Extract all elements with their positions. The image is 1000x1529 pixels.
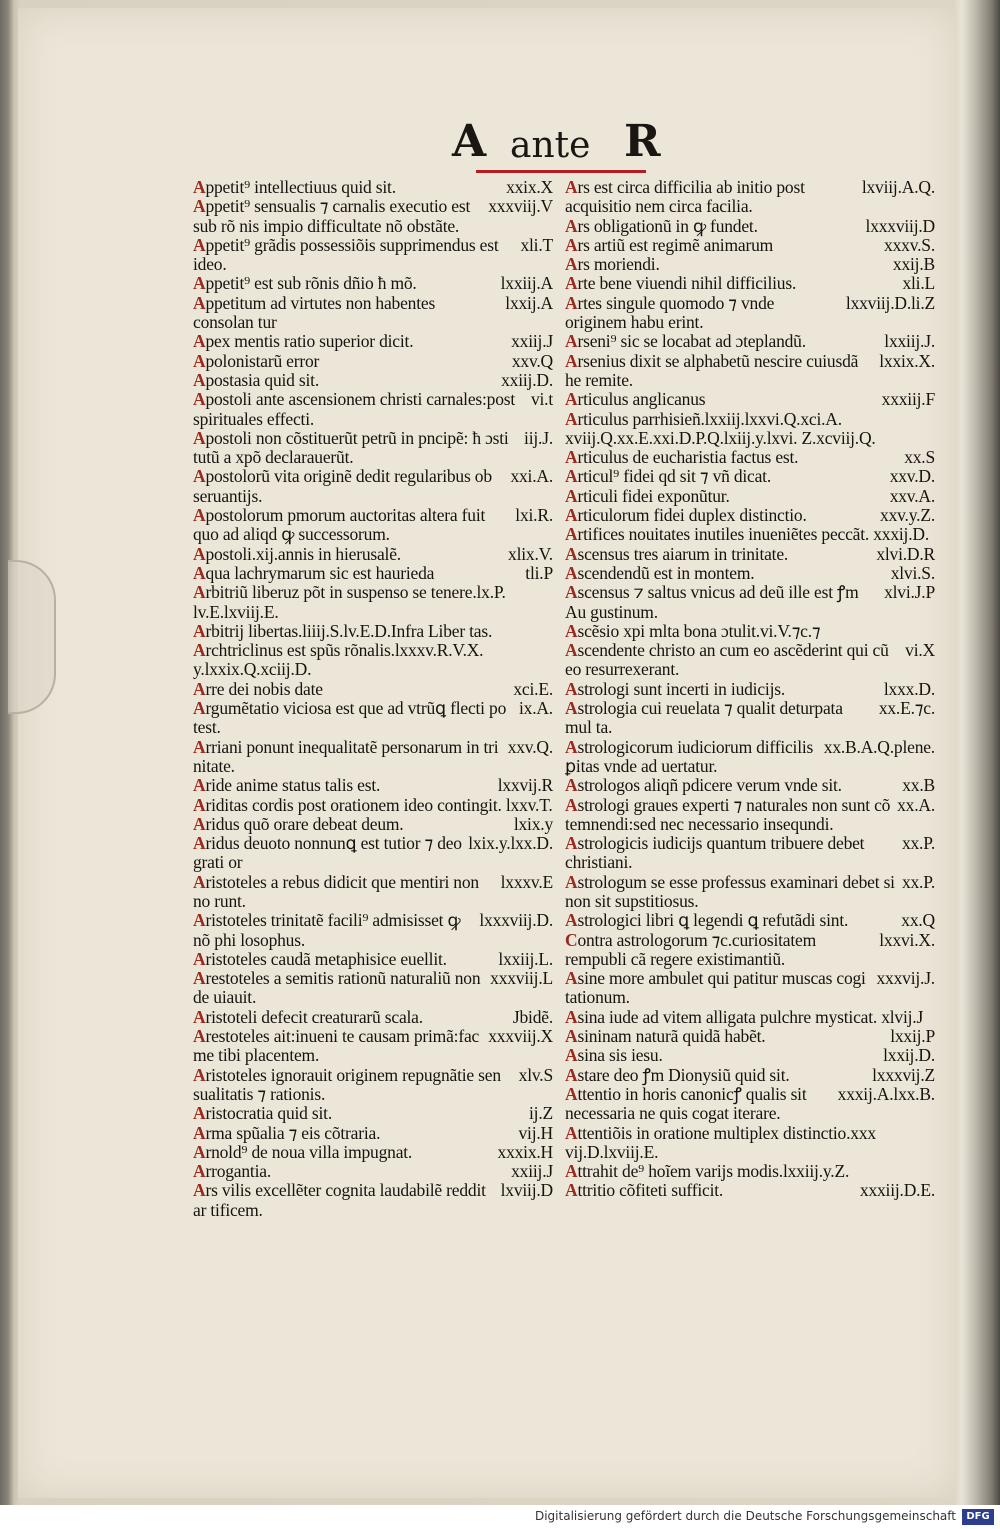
index-entry-reference: xxxviij.X (488, 1026, 553, 1047)
index-entry (193, 699, 553, 738)
index-entry (565, 1066, 935, 1085)
index-entry (193, 564, 553, 583)
index-entry-reference: lxxij.P (890, 1026, 935, 1047)
index-entry-reference: lxxvi.X. (879, 929, 935, 950)
index-entry-text: Apostoli non cõstituerũt petrũ in pncipẽ: ħ ɔsti tutũ a xpõ declarauerũt. (193, 427, 509, 468)
index-entry-reference: lxxx.D. (883, 678, 935, 699)
index-entry (565, 487, 935, 506)
index-entry (565, 410, 935, 449)
index-entry-reference: lxix.y (513, 813, 553, 834)
index-entry-text: Arre dei nobis date (193, 678, 323, 699)
index-entry-text: Ascensus ⁊ saltus vnicus ad deũ ille est ꝭm Au gustinum. (565, 582, 859, 622)
rubric-rule (476, 170, 646, 173)
index-entry (193, 1027, 553, 1066)
index-entry-reference: tli.P (525, 562, 553, 583)
index-entry-reference: xxiij.J (511, 1161, 553, 1182)
index-entry (193, 178, 553, 197)
index-entry-reference: xxxvij.J. (876, 968, 935, 989)
index-column-right (565, 178, 935, 1201)
index-entry-reference: xxxviij.L (490, 968, 553, 989)
index-entry-text: Asina sis iesu. (565, 1045, 663, 1066)
index-entry (193, 1143, 553, 1162)
index-entry-text: Ars vilis excellẽter cognita laudabilẽ reddit ar tificem. (193, 1180, 486, 1220)
dfg-logo: DFG (962, 1509, 994, 1525)
index-entry (565, 738, 935, 777)
index-entry-text: Aristoteles trinitatẽ facili⁹ admisisset ꝙ nõ phi losophus. (193, 910, 461, 950)
index-entry-reference: xxxv.S. (884, 234, 935, 255)
index-entry-reference: xxv.D. (889, 466, 935, 487)
index-entry (565, 1008, 935, 1027)
index-entry-text: Articulorum fidei duplex distinctio. (565, 505, 807, 526)
index-entry-text: Astrologum se esse professus examinari debet si non sit supstitiosus. (565, 871, 895, 911)
index-entry-text: Ariditas cordis post orationem ideo contingit. lxxv.T. (193, 794, 553, 815)
index-entry-reference: ix.A. (518, 698, 553, 719)
index-entry-text: Attritio cõfiteti sufficit. (565, 1180, 724, 1201)
index-entry-text: Astrologicis iudicijs quantum tribuere debet christiani. (565, 833, 865, 873)
index-entry (193, 622, 553, 641)
index-entry (193, 1066, 553, 1105)
index-entry-text: Apex mentis ratio superior dicit. (193, 331, 414, 352)
index-entry-text: Articulus parrhisieñ.lxxiij.lxxvi.Q.xci.A. xviij.Q.xx.E.xxi.D.P.Q.lxiij.y.lxvi. Z.xcviij.Q. (565, 408, 876, 448)
index-entry-text: Ascendente christo an cum eo ascẽderint qui cũ eo resurrexerant. (565, 640, 889, 680)
index-entry (565, 467, 935, 486)
index-entry (193, 834, 553, 873)
index-entry-reference: xx.B.A.Q.plene. (823, 736, 935, 757)
index-entry-reference: xlvi.D.R (876, 543, 935, 564)
index-entry (565, 217, 935, 236)
index-entry (193, 294, 553, 333)
index-entry (193, 680, 553, 699)
index-entry-text: Argumẽtatio viciosa est que ad vtrũꝗ flecti po test. (193, 698, 507, 738)
index-entry-text: Astrologos aliqñ pdicere verum vnde sit. (565, 775, 842, 796)
index-entry-reference: lxxij.A (505, 292, 553, 313)
index-entry-text: Arestoteles ait:inueni te causam primã:fac me tibi placentem. (193, 1026, 480, 1066)
index-entry-text: Arte bene viuendi nihil difficilius. (565, 273, 797, 294)
index-entry-text: Arseni⁹ sic se locabat ad ɔteplandũ. (565, 331, 806, 352)
index-entry-reference: xxiij.J (511, 331, 553, 352)
index-entry (193, 274, 553, 293)
index-entry-reference: xlv.S (518, 1064, 553, 1085)
index-entry-reference: xxv.Q. (507, 736, 553, 757)
index-entry-reference: xxv.y.Z. (880, 505, 935, 526)
index-entry (193, 197, 553, 236)
index-entry-text: Aridus quõ orare debeat deum. (193, 813, 404, 834)
index-entry-text: Apostolorũ vita originẽ dedit regularibus ob seruantijs. (193, 466, 492, 506)
index-entry-text: Artifices nouitates inutiles inueniẽtes peccãt. xxxij.D. (565, 524, 929, 545)
index-entry-text: Contra astrologorum ⁊c.curiositatem rempubli cã regere existimantiũ. (565, 929, 817, 969)
index-entry-text: Arestoteles a semitis rationũ naturaliũ non de uiauit. (193, 968, 481, 1008)
index-entry-text: Appetitum ad virtutes non habentes consolan tur (193, 292, 436, 333)
index-entry-reference: xlix.V. (508, 543, 553, 564)
index-entry-text: Articulus de eucharistia factus est. (565, 447, 799, 468)
index-entry-reference: vi.X (905, 640, 935, 661)
index-entry-reference: xx.Q (901, 910, 935, 931)
index-entry-text: Archtriclinus est spũs rõnalis.lxxxv.R.V.X. y.lxxix.Q.xciij.D. (193, 640, 484, 680)
index-entry-text: Arsenius dixit se alphabetũ nescire cuiusdã he remite. (565, 350, 859, 390)
index-entry-reference: xxv.A. (889, 485, 935, 506)
index-entry (193, 815, 553, 834)
index-entry-text: Aridus deuoto nonnunꝗ est tutior ⁊ deo grati or (193, 833, 462, 873)
index-entry-reference: xlvi.J.P (884, 582, 935, 603)
index-entry-reference: xxiij.D. (501, 369, 553, 390)
index-entry (193, 1124, 553, 1143)
index-entry-text: Attrahit de⁹ hoĩem varijs modis.lxxiij.y.Z. (565, 1161, 850, 1182)
index-entry-reference: xxxij.A.lxx.B. (837, 1083, 935, 1104)
index-entry-reference: xli.L (902, 273, 935, 294)
index-entry (565, 1124, 935, 1163)
footer-credit: Digitalisierung gefördert durch die Deutsche Forschungsgemeinschaft (534, 1509, 956, 1523)
index-entry-text: Attentio in horis canonicꝭ qualis sit necessaria ne quis cogat iterare. (565, 1083, 807, 1124)
index-entry-reference: xx.P. (901, 871, 935, 892)
index-entry-text: Articulus anglicanus (565, 389, 706, 410)
index-entry-text: Articul⁹ fidei qd sit ⁊ vñ dicat. (565, 466, 772, 487)
index-entry-reference: xxxiij.F (881, 389, 935, 410)
index-entry (565, 564, 935, 583)
index-entry-text: Ascẽsio xpi mlta bona ɔtulit.vi.V.⁊c.⁊ (565, 620, 821, 641)
index-entry-text: Asininam naturã quidã habẽt. (565, 1026, 766, 1047)
index-entry-reference: lxxviij.D.li.Z (845, 292, 935, 313)
index-entry (565, 525, 935, 544)
index-entry (565, 274, 935, 293)
index-entry-text: Aristocratia quid sit. (193, 1103, 332, 1124)
index-entry (565, 178, 935, 217)
index-entry-text: Ascensus tres aiarum in trinitate. (565, 543, 789, 564)
index-entry-text: Aristoteles ignorauit originem repugnãtie sen sualitatis ⁊ rationis. (193, 1064, 501, 1104)
index-entry-text: Aqua lachrymarum sic est haurieda (193, 562, 435, 583)
page-edge (952, 0, 1000, 1505)
index-entry-text: Aride anime status talis est. (193, 775, 381, 796)
index-entry-text: Asina iude ad vitem alligata pulchre mysticat. xlvij.J (565, 1006, 924, 1027)
index-column-left (193, 178, 553, 1220)
index-entry (193, 506, 553, 545)
index-entry-text: Apostolorum pmorum auctoritas altera fuit quo ad aliqd ꝙ successorum. (193, 505, 486, 545)
index-entry-text: Articuli fidei exponũtur. (565, 485, 730, 506)
index-entry (193, 429, 553, 468)
index-entry-reference: xxv.Q (511, 350, 553, 371)
index-entry (565, 1046, 935, 1065)
index-entry-reference: lxix.y.lxx.D. (468, 833, 553, 854)
index-entry-reference: xxix.X (506, 177, 553, 197)
index-entry-reference: xxxix.H (497, 1141, 553, 1162)
index-entry-text: Appetit⁹ intellectiuus quid sit. (193, 177, 396, 197)
index-entry-reference: lxxij.D. (883, 1045, 935, 1066)
index-entry-reference: lxxxviij.D (865, 215, 935, 236)
index-entry-reference: xx.A. (897, 794, 935, 815)
index-entry-reference: xx.B (902, 775, 935, 796)
index-entry-reference: xci.E. (513, 678, 553, 699)
index-entry-text: Arbitrij libertas.liiij.S.lv.E.D.Infra Liber tas. (193, 620, 493, 641)
index-entry (193, 236, 553, 275)
index-entry-reference: xx.S (904, 447, 935, 468)
index-entry-reference: xxxviij.V (488, 196, 553, 217)
index-entry-text: Arbitriũ liberuz põt in suspenso se tenere.lx.P. lv.E.lxviij.E. (193, 582, 506, 622)
index-entry-text: Astrologici libri ꝗ legendi ꝗ refutãdi sint. (565, 910, 849, 931)
index-entry (565, 1181, 935, 1200)
index-entry (565, 506, 935, 525)
index-entry-text: Artes singule quomodo ⁊ vnde originem habu erint. (565, 292, 775, 333)
index-entry (193, 390, 553, 429)
index-entry (565, 583, 935, 622)
index-entry-text: Appetit⁹ sensualis ⁊ carnalis executio est sub rõ nis impio difficultate nõ obstãte. (193, 196, 471, 236)
index-entry-text: Appetit⁹ est sub rõnis dñio ħ mõ. (193, 273, 417, 294)
index-entry (565, 931, 935, 970)
index-entry (193, 1008, 553, 1027)
index-entry-text: Astrologi graues experti ⁊ naturales non sunt cõ temnendi:sed nec necessario insequndi. (565, 794, 891, 834)
index-entry-text: Apostoli.xij.annis in hierusalẽ. (193, 543, 401, 564)
index-entry (193, 641, 553, 680)
index-entry (193, 332, 553, 351)
index-entry-text: Arriani ponunt inequalitatẽ personarum in tri nitate. (193, 736, 499, 776)
index-entry-text: Attentiõis in oratione multiplex distinctio.xxx vij.D.lxviij.E. (565, 1122, 876, 1162)
index-entry-reference: lxi.R. (515, 505, 553, 526)
index-entry-reference: lxviij.A.Q. (861, 177, 935, 197)
digitization-footer (0, 1505, 1000, 1529)
index-entry (565, 969, 935, 1008)
index-entry (193, 873, 553, 912)
index-entry-text: Astare deo ꝭm Dionysiũ quid sit. (565, 1064, 790, 1085)
index-entry-text: Asine more ambulet qui patitur muscas cogi tationum. (565, 968, 866, 1008)
index-entry (193, 545, 553, 564)
index-entry-reference: xxi.A. (510, 466, 553, 487)
running-head-initial-right: R (624, 116, 661, 167)
index-entry-text: Astrologi sunt incerti in iudicijs. (565, 678, 786, 699)
index-entry (193, 1181, 553, 1220)
index-entry-reference: Jbidẽ. (512, 1006, 553, 1027)
index-entry (193, 911, 553, 950)
index-entry-text: Appetit⁹ grãdis possessiõis supprimendus est ideo. (193, 234, 499, 275)
index-entry-reference: lxxiij.A (500, 273, 553, 294)
index-entry-text: Astrologia cui reuelata ⁊ qualit deturpata mul ta. (565, 698, 843, 738)
index-entry (565, 641, 935, 680)
index-entry (193, 738, 553, 777)
index-entry (565, 545, 935, 564)
index-entry-text: Apostoli ante ascensionem christi carnales:post spirituales effecti. (193, 389, 516, 429)
index-entry-reference: lxxxv.E (500, 871, 553, 892)
index-entry (565, 255, 935, 274)
index-entry (565, 776, 935, 795)
index-entry (565, 332, 935, 351)
index-entry-text: Apolonistarũ error (193, 350, 320, 371)
index-entry-reference: lxxxviij.D. (479, 910, 553, 931)
index-entry-text: Aristoteles a rebus didicit que mentiri non no runt. (193, 871, 479, 911)
index-entry-reference: lxxix.X. (879, 350, 935, 371)
index-entry (565, 873, 935, 912)
index-entry-reference: lxxvij.R (497, 775, 553, 796)
index-entry-text: Ars est circa difficilia ab initio post acquisitio nem circa facilia. (565, 177, 805, 217)
running-head-initial-left: A (452, 116, 487, 167)
index-entry-text: Arma spũalia ⁊ eis cõtraria. (193, 1122, 381, 1143)
index-entry (565, 1027, 935, 1046)
index-entry-reference: vij.H (518, 1122, 553, 1143)
index-entry (565, 796, 935, 835)
index-entry-reference: xxij.B (892, 254, 935, 275)
index-entry-text: Arnold⁹ de noua villa impugnat. (193, 1141, 413, 1162)
index-entry (193, 950, 553, 969)
index-entry-text: Astrologicorum iudiciorum difficilis ꝑitas vnde ad uertatur. (565, 736, 814, 776)
index-entry-reference: lxxiij.J. (884, 331, 935, 352)
index-entry-text: Ars obligationũ in ꝙ fundet. (565, 215, 758, 236)
index-entry (565, 680, 935, 699)
index-entry (193, 352, 553, 371)
index-entry-text: Ars artiũ est regimẽ animarum (565, 234, 774, 255)
index-entry (565, 1162, 935, 1181)
index-entry (565, 236, 935, 255)
index-entry (565, 352, 935, 391)
index-entry-reference: lxxiij.L. (498, 948, 553, 969)
index-entry-reference: lxxxvij.Z (872, 1064, 935, 1085)
index-entry-text: Ascendendũ est in montem. (565, 562, 755, 583)
index-entry-text: Aristoteli defecit creaturarũ scala. (193, 1006, 423, 1027)
index-entry (193, 467, 553, 506)
index-entry-reference: xxxiij.D.E. (859, 1180, 935, 1201)
index-entry (193, 371, 553, 390)
index-entry-reference: xli.T (520, 234, 553, 255)
index-entry-text: Aristoteles caudã metaphisice euellit. (193, 948, 447, 969)
index-entry (565, 294, 935, 333)
index-entry-reference: xx.P. (901, 833, 935, 854)
running-head-word: ante (510, 125, 591, 166)
index-entry (193, 583, 553, 622)
index-entry-text: Arrogantia. (193, 1161, 271, 1182)
page-clip (8, 560, 56, 714)
index-entry-reference: iij.J. (524, 427, 553, 448)
index-entry-text: Ars moriendi. (565, 254, 660, 275)
index-entry (565, 622, 935, 641)
index-entry (193, 1162, 553, 1181)
index-entry-reference: ij.Z (529, 1103, 553, 1124)
index-entry (193, 969, 553, 1008)
index-entry (565, 834, 935, 873)
index-entry-reference: xx.E.⁊c. (878, 698, 935, 719)
index-entry (193, 776, 553, 795)
index-entry-text: Apostasia quid sit. (193, 369, 320, 390)
index-entry (193, 796, 553, 815)
index-entry-reference: xlvi.S. (890, 562, 935, 583)
index-entry (565, 699, 935, 738)
running-head (452, 118, 682, 170)
index-entry (565, 1085, 935, 1124)
index-entry-reference: lxviij.D (500, 1180, 553, 1201)
index-entry (565, 390, 935, 409)
index-entry-reference: vi.t (530, 389, 553, 410)
index-entry (565, 448, 935, 467)
index-entry (193, 1104, 553, 1123)
index-entry (565, 911, 935, 930)
